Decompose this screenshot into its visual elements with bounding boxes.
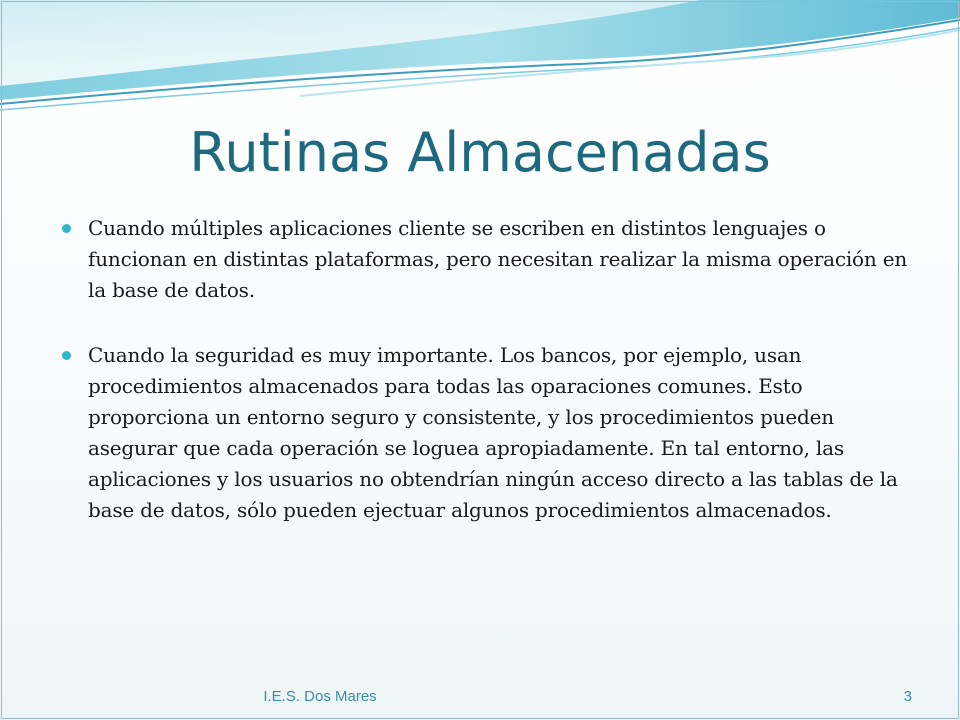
- bullet-icon: [62, 351, 71, 360]
- slide-number: 3: [903, 688, 912, 705]
- bullet-text: Cuando múltiples aplicaciones cliente se escriben en distintos lenguajes o funcionan en distintas plataformas, pero necesitan realizar la misma operación en la base de datos.: [88, 216, 908, 302]
- bullet-item-1: [62, 213, 912, 306]
- bullet-icon: [62, 224, 71, 233]
- slide-title: Rutinas Almacenadas: [189, 121, 771, 184]
- bullet-text: Cuando la seguridad es muy importante. Los bancos, por ejemplo, usan procedimientos almacenados para todas las oparaciones comunes. Esto proporciona un entorno seguro y consistente, y los procedimientos pueden asegurar que cada operación se loguea apropiadamente. En tal entorno, las aplicaciones y los usuarios no obtendrían ningún acceso directo a las tablas de la base de datos, sólo pueden ejectuar algunos procedimientos almacenados.: [88, 343, 898, 522]
- footer-school: I.E.S. Dos Mares: [263, 688, 377, 705]
- header-wave-decoration: [0, 0, 960, 120]
- bullet-list: [62, 213, 912, 526]
- bullet-item-2: [62, 340, 912, 526]
